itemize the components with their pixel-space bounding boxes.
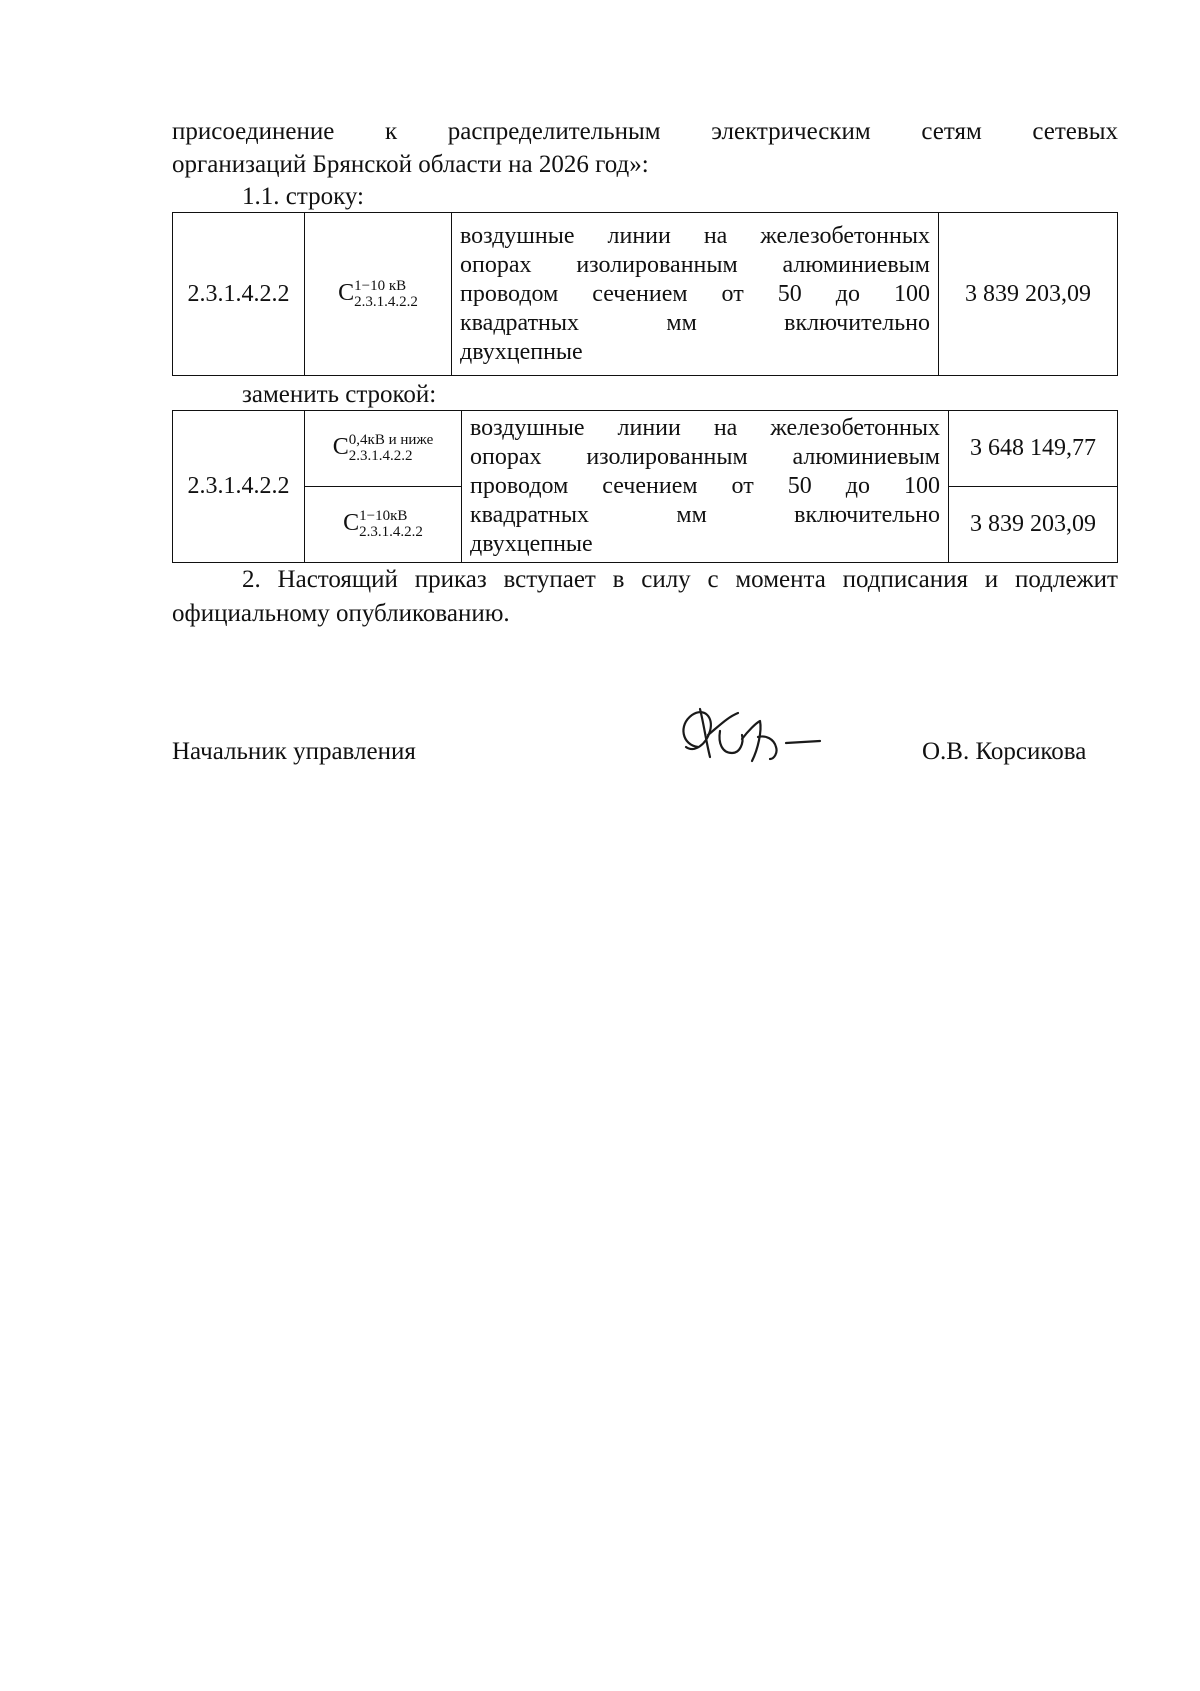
code-subscript: 2.3.1.4.2.2 bbox=[354, 293, 418, 310]
code-cell bbox=[305, 213, 452, 376]
code-symbol: C bbox=[343, 510, 360, 537]
description-line: опорах изолированным алюминиевым bbox=[460, 251, 930, 278]
code-symbol: C bbox=[332, 434, 349, 461]
code-subscript: 2.3.1.4.2.2 bbox=[348, 448, 413, 464]
intro-line-1: присоединение к распределительным электрическим сетям сетевых bbox=[172, 118, 1118, 145]
value-cell bbox=[949, 487, 1118, 563]
description-line: двухцепные bbox=[470, 531, 593, 557]
value-cell bbox=[939, 213, 1118, 376]
table-row bbox=[173, 213, 1118, 376]
description-line: проводом сечением от 50 до 100 bbox=[460, 280, 930, 307]
intro-line-2: организаций Брянской области на 2026 год»: bbox=[172, 151, 649, 178]
table-new-rows bbox=[172, 410, 1118, 563]
description-line: опорах изолированным алюминиевым bbox=[470, 444, 940, 470]
code-indices bbox=[359, 509, 423, 540]
value-cell bbox=[949, 411, 1118, 487]
code-superscript: 1−10 кВ bbox=[354, 277, 407, 294]
row-number-cell bbox=[173, 213, 305, 376]
table-old-row bbox=[172, 212, 1118, 376]
clause-2-line-1: 2. Настоящий приказ вступает в силу с момента подписания и подлежит bbox=[242, 566, 1118, 593]
row-number: 2.3.1.4.2.2 bbox=[187, 280, 290, 307]
code-superscript: 1−10кВ bbox=[359, 508, 408, 524]
description-line: квадратных мм включительно bbox=[470, 502, 940, 528]
signatory-position: Начальник управления bbox=[172, 738, 416, 765]
value: 3 648 149,77 bbox=[970, 435, 1096, 461]
code-indices bbox=[354, 279, 418, 310]
description-line: воздушные линии на железобетонных bbox=[470, 415, 940, 441]
handwritten-signature bbox=[670, 695, 840, 775]
description-line: проводом сечением от 50 до 100 bbox=[470, 473, 940, 499]
description-cell bbox=[452, 213, 939, 376]
row-number: 2.3.1.4.2.2 bbox=[187, 473, 290, 499]
description-cell bbox=[462, 411, 949, 563]
section-1-1-label: 1.1. строку: bbox=[242, 183, 364, 210]
code-indices bbox=[349, 433, 433, 464]
code-cell bbox=[305, 411, 462, 487]
description-line: двухцепные bbox=[460, 338, 583, 365]
description-line: квадратных мм включительно bbox=[460, 309, 930, 336]
value: 3 839 203,09 bbox=[970, 511, 1096, 537]
signatory-name: О.В. Корсикова bbox=[922, 738, 1087, 765]
code-symbol: C bbox=[338, 279, 355, 306]
table-row bbox=[173, 411, 1118, 487]
replace-label: заменить строкой: bbox=[242, 381, 437, 408]
row-number-cell bbox=[173, 411, 305, 563]
code-cell bbox=[305, 487, 462, 563]
value: 3 839 203,09 bbox=[965, 280, 1091, 307]
code-subscript: 2.3.1.4.2.2 bbox=[359, 524, 423, 540]
code-superscript: 0,4кВ и ниже bbox=[348, 432, 434, 448]
clause-2-line-2: официальному опубликованию. bbox=[172, 600, 510, 627]
description-line: воздушные линии на железобетонных bbox=[460, 222, 930, 249]
